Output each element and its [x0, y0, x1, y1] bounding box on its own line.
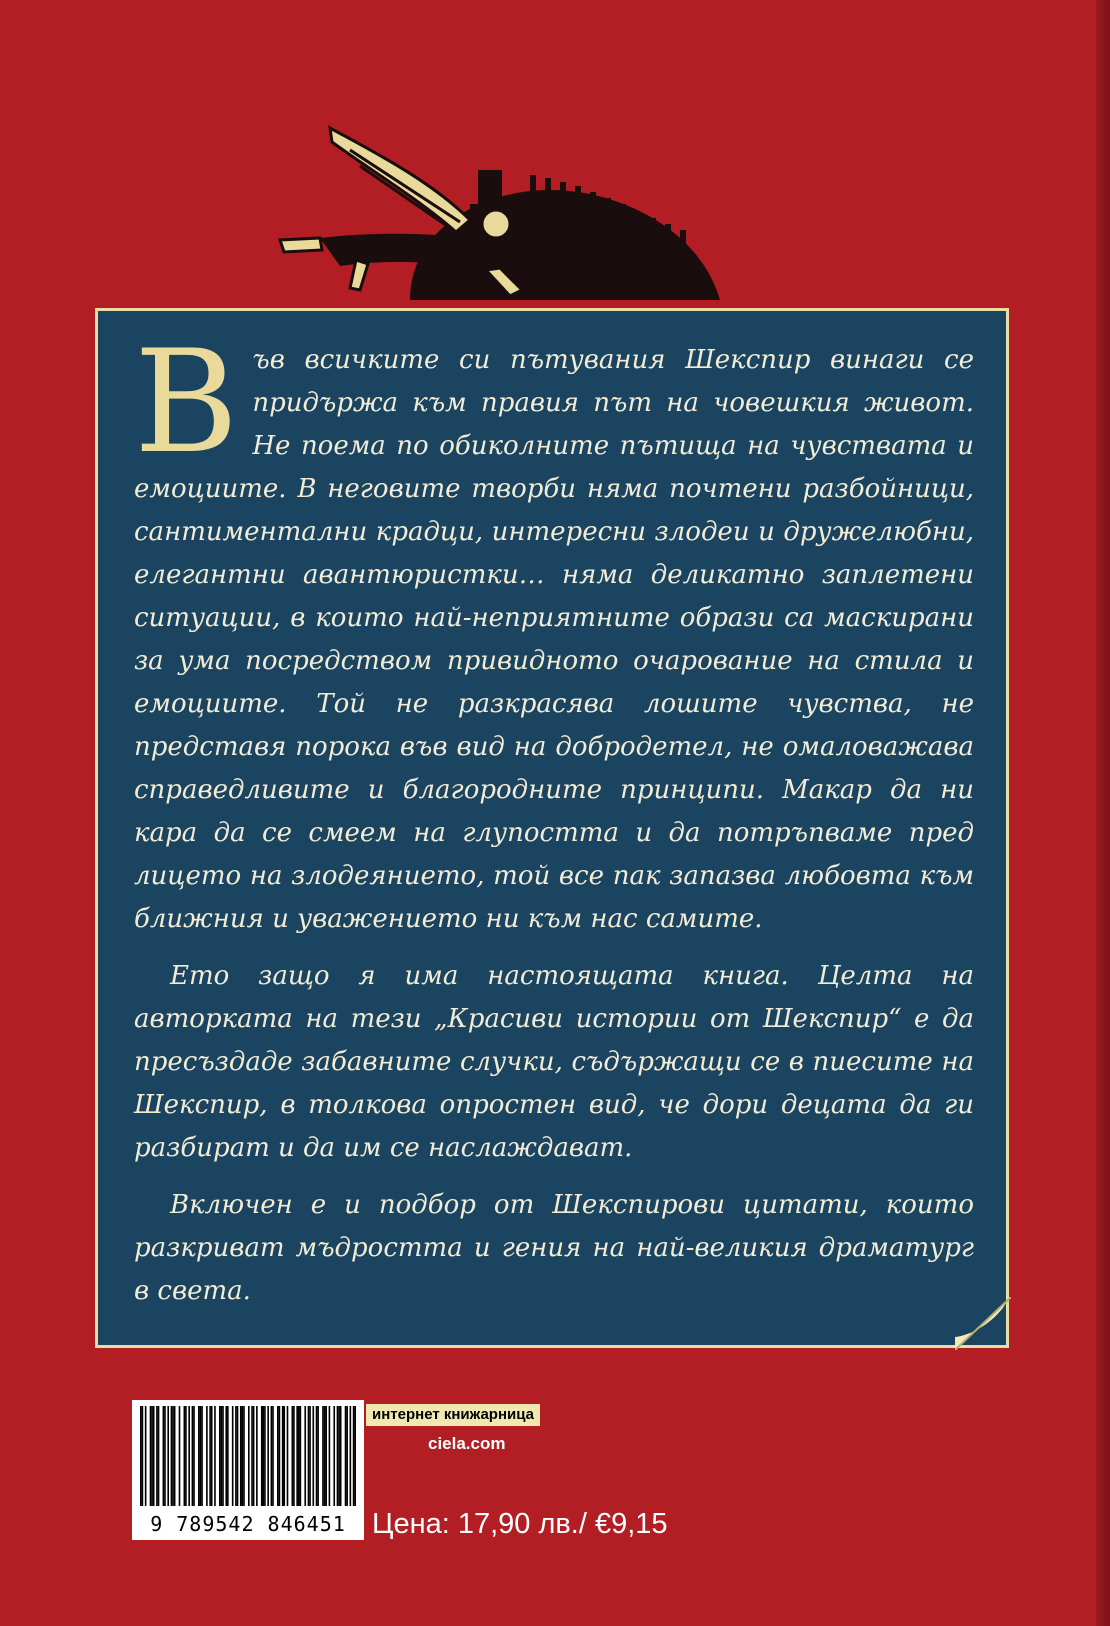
barcode-bar [235, 1406, 237, 1506]
barcode-bar [232, 1406, 234, 1506]
barcode-bar [145, 1406, 147, 1506]
barcode-bar [300, 1406, 302, 1506]
page-curl-corner [955, 1297, 1011, 1350]
barcode-bar [201, 1406, 203, 1506]
barcode-bar [325, 1406, 327, 1506]
barcode-bar [200, 1406, 202, 1506]
barcode-bar [222, 1406, 224, 1506]
barcode-bar [153, 1406, 155, 1506]
barcode-bar [221, 1406, 223, 1506]
barcode-bar [142, 1406, 144, 1506]
barcode-bar [264, 1406, 266, 1506]
barcode-bar [261, 1406, 263, 1506]
barcode-bar [298, 1406, 300, 1506]
barcode-bar [150, 1406, 152, 1506]
barcode-bar [312, 1406, 314, 1506]
barcode-bar [242, 1406, 244, 1506]
barcode-bar [192, 1406, 194, 1506]
barcode-bar [287, 1406, 289, 1506]
barcode-bar [329, 1406, 331, 1506]
isbn-number: 9 789542 846451 [150, 1512, 346, 1536]
barcode-bar [322, 1406, 324, 1506]
barcode-bar [304, 1406, 306, 1506]
barcode-bar [277, 1406, 279, 1506]
barcode-bar [333, 1406, 335, 1506]
shop-website: ciela.com [428, 1434, 506, 1453]
barcode-bar [237, 1406, 239, 1506]
barcode-bar [140, 1406, 142, 1506]
barcode-bar [292, 1406, 294, 1506]
barcode-bar [198, 1406, 200, 1506]
barcode-bar [163, 1406, 165, 1506]
barcode-bar [185, 1406, 187, 1506]
blurb-text [134, 320, 974, 1327]
barcode-bar [251, 1406, 253, 1506]
barcode-bars [132, 1400, 364, 1512]
barcode-bar [225, 1406, 227, 1506]
blurb-paragraph-2: Ето защо я има настоящата книга. Целта на авторката на тези „Красиви истории от Шекспир“ е да пресъздаде забавните случки, съдържащи се в пиесите на Шекспир, в толкова опростен вид, че дори децата да ги разбират и да им се наслаждават. [134, 961, 974, 1163]
cover-edge [1096, 0, 1110, 1626]
barcode-bar [248, 1406, 250, 1506]
barcode-bar [240, 1406, 242, 1506]
barcode-bar [167, 1406, 169, 1506]
blurb-paragraph-1-text: ъв всичките си пътувания Шекспир винаги се придържа към правия път на човешкия живот. Не поема по обиколните пътища на чувствата и емоциите. В неговите творби няма почтени разбойници, сантиментални крадци, интересни злодеи и дружелюбни, елегантни авантюристки… няма деликатно заплетени ситуации, в които най-неприятните образи са маскирани за ума посредством привидното очарование на стила и емоциите. Той не разкрасява лошите чувства, не представя порока във вид на добродетел, не омаловажава справедливите и благородните принципи. Макар да ни кара да се смеем на глупостта и да потръпваме пред лицето на злодеянието, той все пак запазва любовта към ближния и уважението ни към нас самите. [134, 345, 974, 934]
blurb-panel [95, 308, 1009, 1348]
barcode-bar [184, 1406, 186, 1506]
barcode-bar [256, 1406, 258, 1506]
barcode-bar [214, 1406, 216, 1506]
barcode-bar [293, 1406, 295, 1506]
barcode-bar [179, 1406, 181, 1506]
barcode-bar [263, 1406, 265, 1506]
barcode-bar [350, 1406, 352, 1506]
shop-label: интернет книжарница [366, 1404, 540, 1426]
barcode-bar [151, 1406, 153, 1506]
blurb-paragraph-3: Включен е и подбор от Шекспирови цитати, които разкриват мъдростта и гения на най-великия драматург в света. [134, 1190, 974, 1306]
barcode-bar [156, 1406, 158, 1506]
barcode-bar [353, 1406, 355, 1506]
barcode-bar [272, 1406, 274, 1506]
barcode-bar [188, 1406, 190, 1506]
barcode-bar [345, 1406, 347, 1506]
isbn-barcode [132, 1400, 364, 1540]
barcode-bar [219, 1406, 221, 1506]
barcode-bar [346, 1406, 348, 1506]
barcode-bar [282, 1406, 284, 1506]
barcode-bar [340, 1406, 342, 1506]
barcode-bar [324, 1406, 326, 1506]
barcode-bar [338, 1406, 340, 1506]
barcode-bar [354, 1406, 356, 1506]
barcode-bar [227, 1406, 229, 1506]
barcode-bar [308, 1406, 310, 1506]
blurb-paragraph-1 [134, 320, 974, 941]
drop-cap: В [134, 320, 239, 485]
barcode-bar [164, 1406, 166, 1506]
barcode-bar [243, 1406, 245, 1506]
barcode-bar [337, 1406, 339, 1506]
barcode-bar [171, 1406, 173, 1506]
barcode-bar [296, 1406, 298, 1506]
barcode-bar [209, 1406, 211, 1506]
barcode-bar [279, 1406, 281, 1506]
flying-figure-illustration [260, 120, 760, 320]
barcode-bar [158, 1406, 160, 1506]
barcode-bar [271, 1406, 273, 1506]
barcode-bar [283, 1406, 285, 1506]
barcode-bar [206, 1406, 208, 1506]
barcode-bar [317, 1406, 319, 1506]
price-label: Цена: 17,90 лв./ €9,15 [372, 1508, 668, 1540]
barcode-bar [174, 1406, 176, 1506]
barcode-bar [316, 1406, 318, 1506]
barcode-bar [309, 1406, 311, 1506]
barcode-bar [193, 1406, 195, 1506]
barcode-bar [253, 1406, 255, 1506]
barcode-bar [211, 1406, 213, 1506]
barcode-bar [267, 1406, 269, 1506]
barcode-bar [172, 1406, 174, 1506]
